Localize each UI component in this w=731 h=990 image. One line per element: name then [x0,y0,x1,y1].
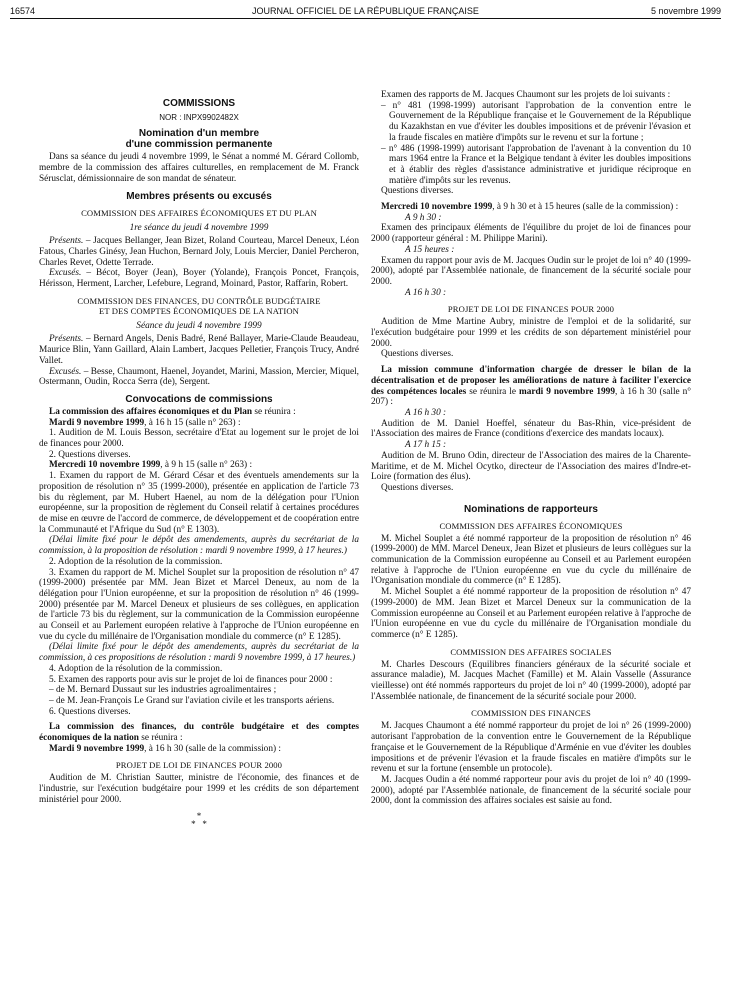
agenda-item: 2. Adoption de la résolution de la commission. [49,556,223,567]
commission-eco-title: COMMISSION DES AFFAIRES ÉCONOMIQUES ET DU PLAN [81,207,317,218]
agenda-delai: (Délai limite fixé pour le dépôt des amendements, auprès du secrétariat de la commission, à ces propositions de résolution : mardi 9 novembre 1999, à 17 heures.) [39,642,359,664]
presents-heading: Membres présents ou excusés [126,190,272,202]
convocation-fin-intro: La commission des finances, du contrôle budgétaire et des comptes économiques de la nation se réunira : [39,722,359,744]
commission-fin-seance: Séance du jeudi 4 novembre 1999 [136,320,262,331]
list-item: – de M. Bernard Dussaut sur les industries agroalimentaires ; [49,685,277,696]
header-rule [10,18,721,19]
separator-stars: * * * [191,810,207,829]
mercredi-session: Mercredi 10 novembre 1999, à 9 h 30 et à 15 heures (salle de la commission) : [381,202,679,213]
nomination-heading: Nomination d'un membre d'une commission permanente [125,128,273,151]
list-item: – n° 481 (1998-1999) autorisant l'approbation de la convention entre le Gouvernement de la République française et le Gouvernement de la République du Kazakhstan en vue d'éviter les doubles impositions et de prévenir l'évasion et la fraude fiscales en matière d'impôts sur le revenu et sur la fortune ; [381,100,691,143]
time-text: Audition de M. Daniel Hoeffel, sénateur du Bas-Rhin, vice-président de l'Association des maires de France (conditions d'exercice des mandats locaux). [371,418,691,440]
commission-fin-title: COMMISSION DES FINANCES, DU CONTRÔLE BUDGÉTAIRE ET DES COMPTES ÉCONOMIQUES DE LA NATION [77,295,321,316]
convocation-fin-mardi: Mardi 9 novembre 1999, à 16 h 30 (salle de la commission) : [49,743,281,754]
time-label: A 9 h 30 : [405,212,442,223]
time-text: Audition de M. Bruno Odin, directeur de l'Association des maires de la Charente-Maritime, et de M. Michel Ocytko, directeur de l'Association des maires d'Indre-et-Loire (formation des élus). [371,450,691,483]
agenda-item: 1. Audition de M. Louis Besson, secrétaire d'Etat au logement sur le projet de loi de finances pour 2000. [39,428,359,450]
issue-date: 5 novembre 1999 [650,6,721,16]
exam-list [371,101,691,187]
left-column [39,97,359,828]
commission-fin-excuses: Excusés. – Besse, Chaumont, Haenel, Joyandet, Marini, Massion, Mercier, Miquel, Ostermann, Oudin, Rocca Serra (de), Sergent. [39,366,359,388]
agenda-item: 6. Questions diverses. [49,706,131,717]
nor-reference: NOR : INPX9902482X [159,112,239,122]
commission-fin-presents: Présents. – Bernard Angels, Denis Badré, René Ballayer, Marie-Claude Beaudeau, Maurice Blin, Yann Gaillard, Alain Lambert, Jacques Pelletier, François Trucy, André Vallet. [39,334,359,366]
convocation-eco-mercredi: Mercredi 10 novembre 1999, à 9 h 15 (salle n° 263) : [49,460,253,471]
agenda-delai: (Délai limite fixé pour le dépôt des amendements, auprès du secrétariat de la commission, à la proposition de résolution : mardi 9 novembre 1999, à 17 heures.) [39,535,359,557]
nomination-paragraph: M. Jacques Oudin a été nommé rapporteur pour avis du projet de loi n° 40 (1999-2000), adopté par l'Assemblée nationale, de financement de la sécurité sociale pour 2000, dont la commission des affaires sociales est saisie au fond. [371,774,691,807]
mission-intro: La mission commune d'information chargée de dresser le bilan de la décentralisation et de proposer les améliorations de nature à faciliter l'exercice des compétences locales se réunira le mardi 9 novembre 1999, à 16 h 30 (salle n° 207) : [371,365,692,408]
time-label: A 17 h 15 : [405,440,447,451]
plf-title: PROJET DE LOI DE FINANCES POUR 2000 [115,760,283,771]
time-label: A 16 h 30 : [405,407,447,418]
right-column [371,90,691,807]
commission-eco-title: COMMISSION DES AFFAIRES ÉCONOMIQUES [439,520,623,531]
convocation-eco-mardi: Mardi 9 novembre 1999, à 16 h 15 (salle n° 263) : [49,417,241,428]
page-number: 16574 [10,6,36,16]
nomination-paragraph: M. Michel Souplet a été nommé rapporteur de la proposition de résolution n° 47 (1999-2000) de MM. Jean Bizet et Marcel Deneux sur la communication de la Commission européenne au Conseil et au Parlement européen relative à l'approche de l'Union européenne en vue du cycle du millénaire de l'Organisation mondiale du commerce (n° E 1285). [371,587,691,640]
questions-diverses: Questions diverses. [381,482,454,493]
time-label: A 16 h 30 : [405,287,447,298]
section-title: COMMISSIONS [162,98,236,109]
time-text: Examen du rapport pour avis de M. Jacques Oudin sur le projet de loi n° 40 (1999-2000), adopté par l'Assemblée nationale, de financement de la sécurité sociale pour 2000. [371,255,691,287]
commission-eco-presents: Présents. – Jacques Bellanger, Jean Bizet, Roland Courteau, Marcel Deneux, Léon Fatous, Charles Ginésy, Jean Huchon, Bernard Joly, Louis Mercier, Daniel Percheron, Charles Revet, Odette Terrade. [39,236,359,268]
commission-eco-seance: 1re séance du jeudi 4 novembre 1999 [129,222,269,233]
agenda-item: 4. Adoption de la résolution de la commission. [49,663,223,674]
plf-title: PROJET DE LOI DE FINANCES POUR 2000 [447,304,615,315]
plf-text: Audition de Mme Martine Aubry, ministre de l'emploi et de la solidarité, sur l'exécution budgétaire pour 1999 et les crédits de son département ministériel pour 2000. [371,317,691,349]
list-item: – de M. Jean-François Le Grand sur l'aviation civile et les transports aériens. [49,695,335,706]
nominations-heading: Nominations de rapporteurs [464,503,598,515]
questions-diverses: Questions diverses. [381,349,454,360]
agenda-item: 3. Examen du rapport de M. Michel Souplet sur la proposition de résolution n° 47 (1999-2000) présentée par MM. Jean Bizet et Marcel Deneux, au nom de la délégation pour l'Union européenne, et sur la proposition de résolution n° 46 (1999-2000) présentée par M. Marcel Deneux et plusieurs de ses collègues, en application de l'article 73 bis du règlement, sur la communication de la Commission européenne au Conseil et au Parlement européen relative à l'approche de l'Union européenne en vue du cycle du millénaire de l'Organisation mondiale du commerce (n° E 1285). [39,567,359,642]
time-text: Examen des principaux éléments de l'équilibre du projet de loi de finances pour 2000 (rapporteur général : M. Philippe Marini). [371,223,691,245]
plf-text: Audition de M. Christian Sautter, ministre de l'économie, des finances et de l'industrie, sur l'exécution budgétaire pour 1999 et les crédits de son département ministériel pour 2000. [39,773,359,805]
nomination-paragraph: M. Jacques Chaumont a été nommé rapporteur du projet de loi n° 26 (1999-2000) autorisant l'approbation de la convention entre le Gouvernement de la République française et le Gouvernement de la République d'Arménie en vue d'éviter les doubles impositions et de prévenir l'évasion et la fraude fiscales en matière d'impôts sur le revenu et sur la fortune (ensemble un protocole). [371,721,691,775]
nomination-text: Dans sa séance du jeudi 4 novembre 1999, le Sénat a nommé M. Gérard Collomb, membre de la commission des affaires culturelles, en remplacement de M. Franck Sérusclat, démissionnaire de son mandat de sénateur. [39,152,359,184]
commission-eco-excuses: Excusés. – Bécot, Boyer (Jean), Boyer (Yolande), François Poncet, François, Hérisson, Herment, Larcher, Lefebure, Legrand, Moinard, Pastor, Raffarin, Robert. [39,268,359,290]
agenda-item: 1. Examen du rapport de M. Gérard César et des éventuels amendements sur la proposition de résolution n° 35 (1999-2000), présentée en application de l'article 73 bis du règlement, par M. Hubert Haenel, au nom de la délégation pour l'Union européenne, sur la proposition de règlement du Conseil relatif à certaines procédures de mise en œuvre de l'accord de commerce, de développement et de coopération entre la Communauté et l'Afrique du Sud (n° E 1303). [39,471,359,535]
list-item: – n° 486 (1998-1999) autorisant l'approbation de l'avenant à la convention du 10 mars 1964 entre la France et la Belgique tendant à éviter les doubles impositions et à établir des règles d'assistance administrative et juridique réciproque en matière d'impôts sur les revenus. [381,143,691,186]
commission-fin-title: COMMISSION DES FINANCES [471,708,591,719]
exam-intro: Examen des rapports de M. Jacques Chaumont sur les projets de loi suivants : [381,90,671,100]
journal-title: JOURNAL OFFICIEL DE LA RÉPUBLIQUE FRANÇAISE [252,6,479,16]
agenda-item: 2. Questions diverses. [49,449,131,460]
agenda-item: 5. Examen des rapports pour avis sur le projet de loi de finances pour 2000 : [49,674,333,685]
questions-diverses: Questions diverses. [381,186,454,197]
convocations-heading: Convocations de commissions [125,393,273,405]
time-label: A 15 heures : [405,244,455,255]
nomination-paragraph: M. Michel Souplet a été nommé rapporteur de la proposition de résolution n° 46 (1999-2000) de MM. Marcel Deneux, Jean Bizet et plusieurs de leurs collègues sur la communication de la Commission européenne au Conseil et au Parlement européen relative à l'approche de l'Union européenne en vue du cycle du millénaire de l'Organisation mondiale du commerce (n° E 1285). [371,533,691,587]
convocation-eco-intro: La commission des affaires économiques et du Plan se réunira : [49,406,296,417]
avis-list [39,685,359,706]
commission-soc-title: COMMISSION DES AFFAIRES SOCIALES [450,646,612,657]
nomination-paragraph: M. Charles Descours (Equilibres financiers généraux de la sécurité sociale et assurance maladie), M. Jacques Machet (Famille) et M. Alain Vasselle (Assurance vieillesse) ont été nommés rapporteurs du projet de loi n° 40 (1999-2000), adopté par l'Assemblée nationale, de financement de la sécurité sociale pour 2000. [371,659,691,702]
